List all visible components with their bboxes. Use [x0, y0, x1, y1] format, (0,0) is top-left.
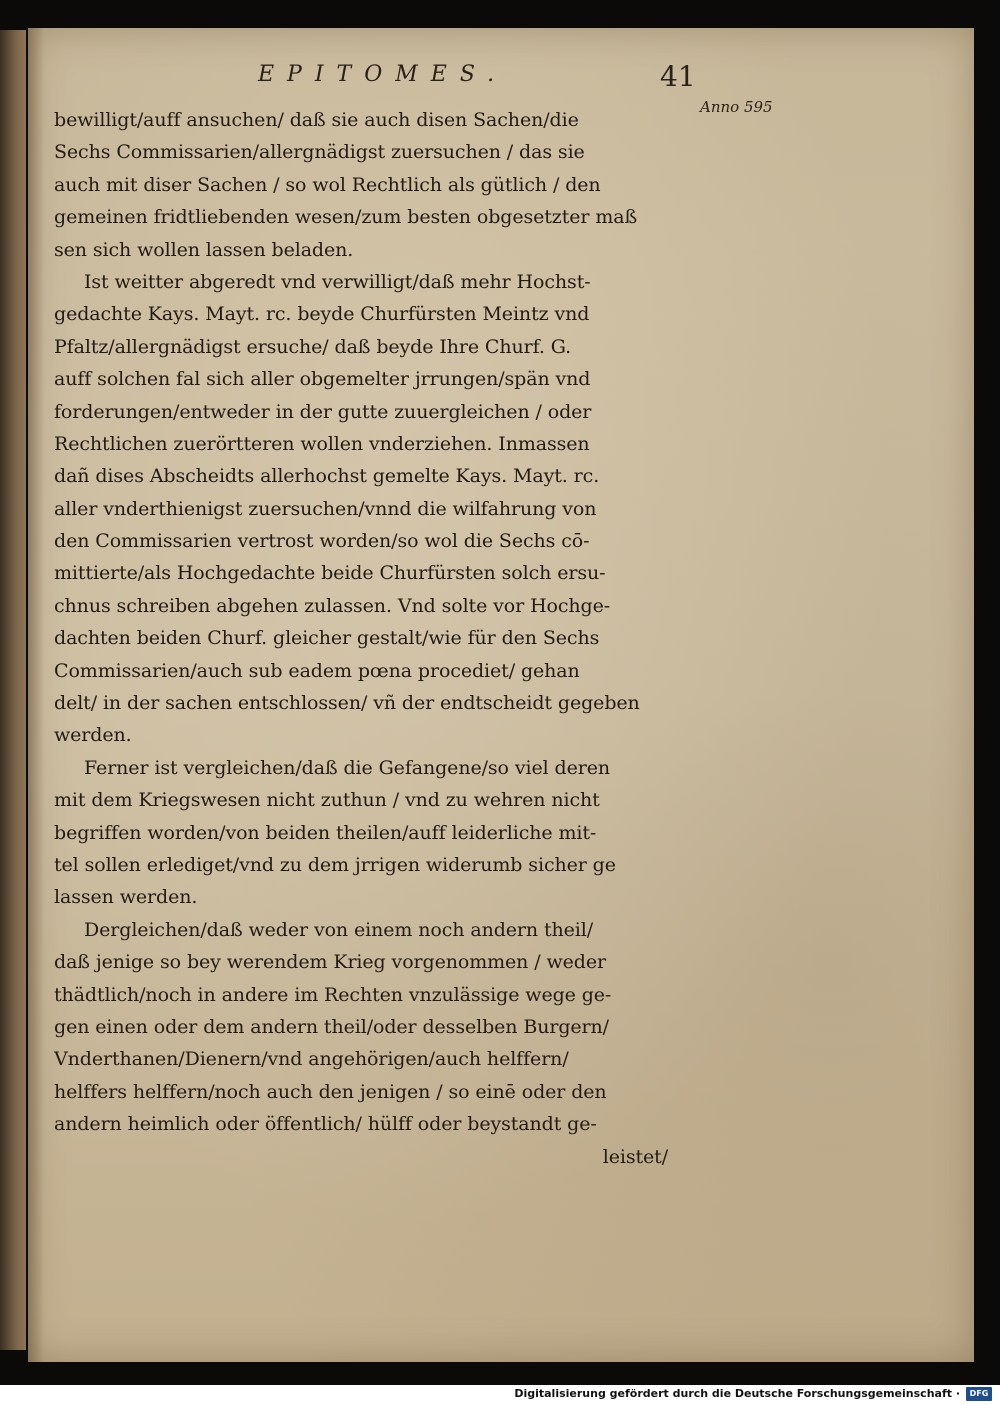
text-line: sen sich wollen lassen beladen. — [54, 238, 354, 261]
text-line: Vnderthanen/Dienern/vnd angehörigen/auch helffern/ — [54, 1048, 569, 1071]
margin-note: Anno 595 — [700, 98, 773, 116]
body-text — [54, 104, 694, 1173]
dfg-logo-icon: DFG — [966, 1387, 992, 1401]
text-line: gen einen oder dem andern theil/oder desselben Burgern/ — [54, 1015, 609, 1038]
text-line: tel sollen erlediget/vnd zu dem jrrigen widerumb sicher ge — [54, 853, 616, 876]
text-line: begriffen worden/von beiden theilen/auff leiderliche mit- — [54, 821, 597, 844]
text-line: delt/ in der sachen entschlossen/ vñ der endtscheidt gegeben — [54, 692, 640, 715]
text-line: gedachte Kays. Mayt. rc. beyde Churfürsten Meintz vnd — [54, 303, 590, 326]
text-line: chnus schreiben abgehen zulassen. Vnd solte vor Hochge- — [54, 594, 611, 617]
text-line: auff solchen fal sich aller obgemelter jrrungen/spän vnd — [54, 368, 591, 391]
text-line: Ferner ist vergleichen/daß die Gefangene/so viel deren — [84, 756, 610, 779]
catchword-line: leistet/ — [602, 1145, 668, 1168]
facing-page-edge — [0, 30, 26, 1350]
text-line: dachten beiden Churf. gleicher gestalt/wie für den Sechs — [54, 627, 600, 650]
text-line: Ist weitter abgeredt vnd verwilligt/daß mehr Hochst- — [84, 270, 591, 293]
text-line: aller vnderthienigst zuersuchen/vnnd die wilfahrung von — [54, 497, 597, 520]
funding-credit: Digitalisierung gefördert durch die Deutsche Forschungsgemeinschaft · — [514, 1387, 960, 1400]
text-line: mit dem Kriegswesen nicht zuthun / vnd zu wehren nicht — [54, 789, 600, 812]
footer-bar — [0, 1385, 1000, 1405]
text-line: forderungen/entweder in der gutte zuuergleichen / oder — [54, 400, 592, 423]
page-number: 41 — [660, 60, 696, 93]
text-line: Commissarien/auch sub eadem pœna procediet/ gehan — [54, 659, 580, 682]
text-line: den Commissarien vertrost worden/so wol die Sechs cō- — [54, 530, 590, 553]
page-shadow — [28, 28, 44, 1362]
text-line: thädtlich/noch in andere im Rechten vnzulässige wege ge- — [54, 983, 612, 1006]
text-line: werden. — [54, 724, 132, 747]
text-line: Sechs Commissarien/allergnädigst zuersuchen / das sie — [54, 141, 585, 164]
text-line: Pfaltz/allergnädigst ersuche/ daß beyde Ihre Churf. G. — [54, 335, 572, 358]
text-line: andern heimlich oder öffentlich/ hülff oder beystandt ge- — [54, 1113, 597, 1136]
text-line: Rechtlichen zuerörtteren wollen vnderziehen. Inmassen — [54, 432, 590, 455]
text-line: auch mit diser Sachen / so wol Rechtlich als gütlich / den — [54, 173, 601, 196]
text-line: helffers helffern/noch auch den jenigen / so einē oder den — [54, 1080, 607, 1103]
text-line: dañ dises Abscheidts allerhochst gemelte Kays. Mayt. rc. — [54, 465, 600, 488]
text-line: daß jenige so bey werendem Krieg vorgenommen / weder — [54, 951, 606, 974]
text-line: bewilligt/auff ansuchen/ daß sie auch disen Sachen/die — [54, 109, 579, 131]
text-line: lassen werden. — [54, 886, 198, 909]
running-head: EPITOMES. — [258, 62, 508, 87]
text-line: mittierte/als Hochgedachte beide Churfürsten solch ersu- — [54, 562, 606, 585]
text-line: gemeinen fridtliebenden wesen/zum besten obgesetzter maß — [54, 206, 638, 229]
text-line: Dergleichen/daß weder von einem noch andern theil/ — [84, 918, 594, 941]
